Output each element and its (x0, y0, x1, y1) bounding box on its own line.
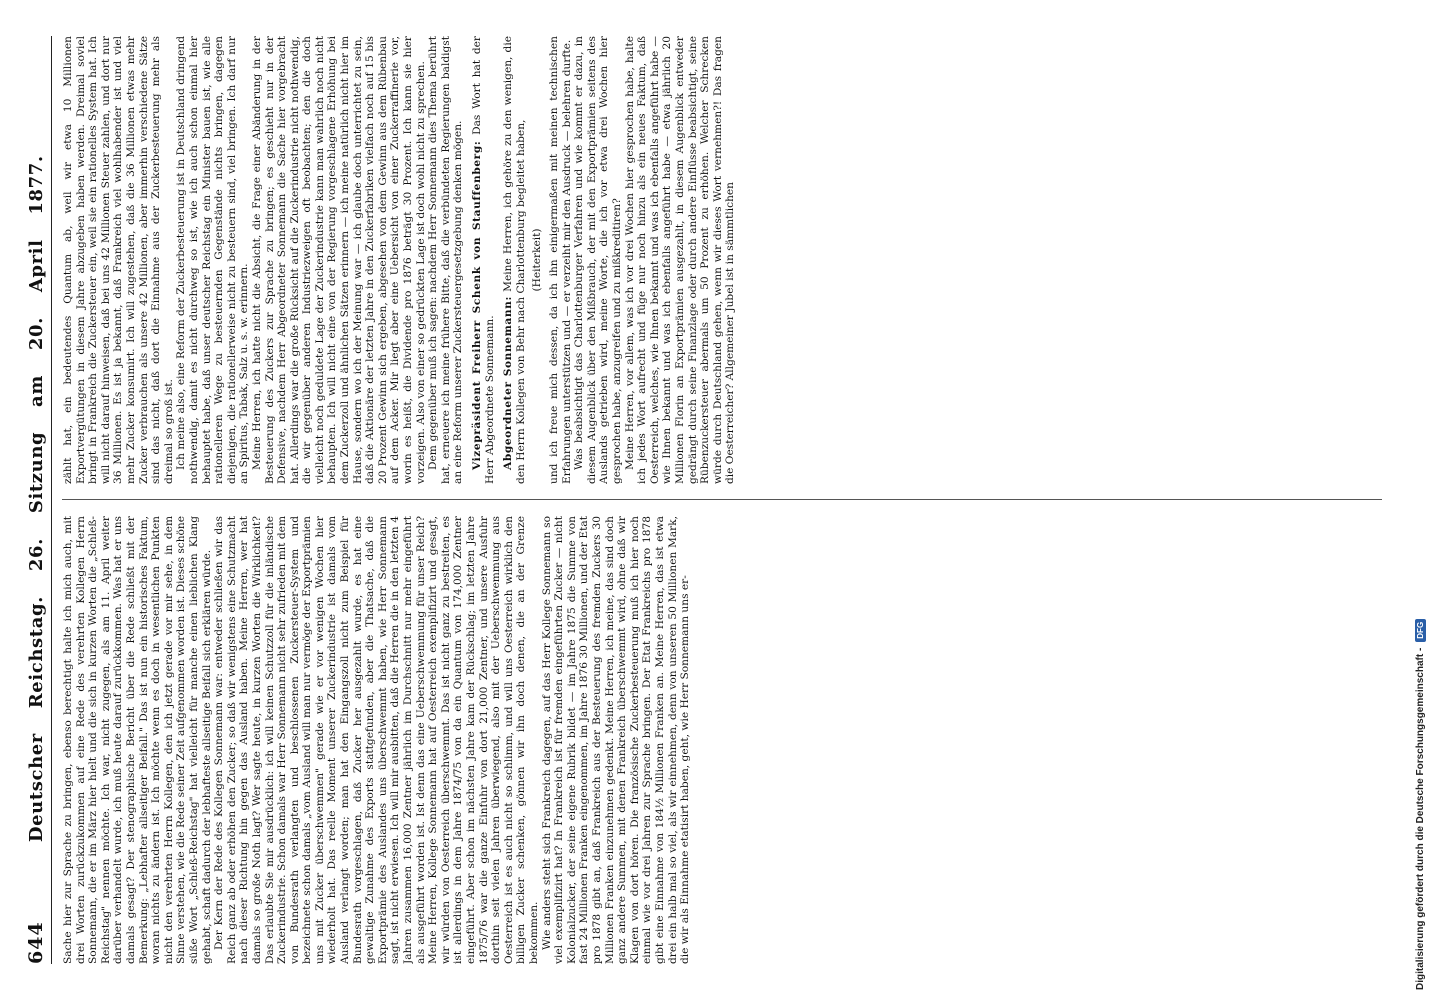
speaker-name-vizepraesident: Vizepräsident Freiherr Schenk von Stauffenberg: (471, 140, 483, 470)
left-paragraph: Sache hier zur Sprache zu bringen, ebenso berechtigt halte ich mich auch, mit drei Worten zurückzukommen auf eine Rede des verehrten Kollegen Herrn Sonnemann, die er im März hier hielt und die sich in kurzen Worten die „Schleß-Reichstag" nennen möchte. Ich war, nicht zugegen, als am 11. April weiter darüber verhandelt wurde, ich muß heute darauf zurückkommen. Was hat er uns damals gesagt? Der stenographische Bericht über die Rede schließt mit der Bemerkung: „Lebhafter allseitiger Beifall." Das ist nun ein historisches Faktum, woran nichts zu ändern ist. Ich möchte wenn es doch in wesentlichen Punkten nicht den verehrten Herrn Kollegen, den ich jetzt gerade vor mir sehe, in dem Sinne verstehen, wie die Rede seiner Zeit aufgenommen worden ist. Dieses schöne süße Wort „Schleß-Reichstag" hat vielleicht für manche einen lieblichen Klang gehabt, schaft dadurch der lebhafteste allseitige Beifall sich erklären würde. (62, 516, 213, 964)
column-divider (62, 500, 1382, 501)
left-column (62, 516, 1382, 964)
speaker-text-vizepraesident: Das Wort hat der Herr Abgeordnete Sonnemann. (471, 36, 496, 484)
right-paragraph: Ich meine also, eine Reform der Zuckerbesteuerung ist in Deutschland dringend nothwendig, damit es nicht durchweg so ist, wie ich auch schon einmal hier behauptet habe, daß unser deutscher Reichstag ein Minister bauen ist, wie alle rationelleren Wege zu besteuernden Gegenstände nichts bringen, dagegen diejenigen, die rationellerweise nicht zu besteuern sind, viel bringen. Ich darf nur an Spiritus, Tabak, Salz u. s. w. erinnern. (175, 36, 251, 484)
running-title: Deutscher Reichstag. 26. Sitzung am 20. April 1877. (26, 155, 47, 843)
page-header (18, 36, 52, 964)
page-number: 644 (25, 921, 47, 964)
text-columns (62, 36, 1382, 964)
side-credit (1410, 0, 1430, 1000)
right-column (62, 36, 1382, 484)
page-inner (18, 36, 1388, 964)
speaker-text-sonnemann: Meine Herren, ich gehöre zu den wenigen, die den Herrn Kollegen von Behr nach Charlottenburg begleitet haben, (502, 36, 527, 484)
right-paragraph: zählt hat, ein bedeutendes Quantum ab, weil wir etwa 10 Millionen Exportvergütungen in diesem Jahre abzugeben haben werden. Dreimal soviel bringt in Frankreich die Zuckersteuer ein, weil sie ein rationelles System hat. Ich will nicht darauf hinweisen, daß bei uns 42 Millionen Steuer zahlen, und dort nur 36 Millionen. Es ist ja bekannt, daß Frankreich viel wohlhabender ist und viel mehr Zucker konsumirt. Ich will zugestehen, daß die 36 Millionen etwas mehr Zucker verbrauchen als unsere 42 Millionen, aber immerhin verschiedene Sätze sind das nicht, daß dort die Einnahme aus der Zuckerbesteuerung mehr als dreimal so groß ist. (62, 36, 175, 484)
right-paragraph: und ich freue mich dessen, da ich ihn einigermaßen mit meinen technischen Erfahrungen unterstützen und — er verzeiht mir den Ausdruck — belehren durfte. (547, 36, 573, 484)
side-credit-inner (1410, 0, 1430, 1000)
speaker-name-sonnemann: Abgeordneter Sonnemann: (502, 296, 515, 470)
interjection: (Heiterkeit) (531, 228, 544, 292)
left-paragraph: Der Kern der Rede des Kollegen Sonnemann war: entweder schließen wir das Reich ganz ab oder erhöhen den Zucker; so daß wir wenigstens eine Schutzmacht nach dieser Richtung hin gegen das Ausland haben. Meine Herren, wer hat damals so große Noth lagt? Wer sagte heute, in kurzen Worten die Wirklichkeit? Das erlaubte Sie mir ausdrücklich: ich will keinen Schutzzoll für die inländische Zuckerindustrie. Schon damals war Herr Sonnemann nicht sehr zufrieden mit dem von Bundesrath verlangten und beschlossenen Zuckersteuer-System und bezeichnete schon damals „vom Ausland will man nur vermöge der Exportprämien uns mit Zucker überschwemmen" gerade wie er vor wenigen Wochen hier wiederholt hat. Das reelle Moment unserer Zuckerindustrie ist damals vom Ausland verlangt worden; man hat den Eingangszoll nicht zum Beispiel für Bundesrath vorgeschlagen, daß Zucker her ausgezahlt wurde, es hat eine gewaltige Zunahme des Exports stattgefunden, aber die Thatsache, daß die Exportprämie des Auslandes uns überschwemmt haben, wie Herr Sonnemann sagt, ist nicht erwiesen. Ich will mir ausbitten, daß die Herren die in den letzten 4 Jahren zusammen 16,000 Zentner jährlich im Durchschnitt nur mehr eingeführt als ausgeführt worden ist. Ist denn das eine Ueberschwemmung für unser Reich? Meine Herren, Kollege Sonnemann hat auf Oesterreich exemplifizirt und gesagt, wir würden von Oesterreich überschwemmt. Das ist nicht ganz zu bestreiten, es ist allerdings in dem Jahre 1874/75 von da ein Quantum von 174,000 Zentner eingeführt. Aber schon im nächsten Jahre kam der Rückschlag; im letzten Jahre 1875/76 war die ganze Einfuhr von dort 21,000 Zentner, und unsere Ausfuhr dorthin seit vielen Jahren überwiegend, also mit der Ueberschwemmung aus Oesterreich ist es auch nicht so schlimm, und will uns Oesterreich wirklich den billigen Zucker schenken, gönnen wir ihn doch denen, die an der Grenze bekommen. (213, 516, 540, 964)
side-credit-text: Digitalisierung gefördert durch die Deutsche Forschungsgemeinschaft - (1414, 647, 1426, 990)
right-paragraph: Dem gegenüber muß ich sagen: nachdem Herr Sonnemann dies Thema berührt hat, erneuere ich meine frühere Bitte, daß die verbündeten Regierungen baldigst an eine Reform unserer Zuckersteuergesetzgebung denken mögen. (427, 36, 465, 484)
speaker-paragraph-vizepraesident (471, 36, 496, 484)
right-paragraph: Meine Herren, ich hatte nicht die Absicht, die Frage einer Abänderung in der Besteuerung des Zuckers zur Sprache zu bringen; es geschieht nur in der Defensive, nachdem Herr Abgeordneter Sonnemann die Sache hier vorgebracht hat. Allerdings war die große Rücksicht auf die Zuckerindustrie nicht nothwendig, die wir gegenüber anderen Industriezweigen oft beobachten; den die doch vielleicht noch geduldete Lage der Zuckerindustrie kann man wahrlich noch nicht behaupten. Ich will nicht eine von der Regierung vorgeschlagene Erhöhung bei dem Zuckerzoll und ähnlichen Sätzen erinnern — ich meine natürlich nicht hier im Hause, sondern wo ich der Meinung war — ich glaube doch unterrichtet zu sein, daß die Aktionäre der letzten Jahre in den Zuckerfabriken vielfach noch auf 15 bis 20 Prozent Gewinn sich ergeben, abgesehen von dem Gewinn aus dem Rübenbau auf dem Acker. Mir liegt aber eine Uebersicht von einer Zuckerraffinerie vor, worin es heißt, die Dividende pro 1876 beträgt 30 Prozent. Ich kann sie hier vorzeigen. Also von einer so gedrückten Lage ist doch wohl nicht zu sprechen. (250, 36, 427, 484)
right-paragraph: Meine Herren, vor allem, was ich vor drei Wochen hier gesprochen habe, halte ich jedes Wort aufrecht und füge nur noch hinzu als ein neues Faktum, daß Oesterreich, welches, wie Ihnen bekannt und was ich ebenfalls angeführt habe — wie Ihnen bekannt und was ich ebenfalls angeführt habe — etwa jährlich 20 Millionen Florin an Exportprämien ausgezahlt, in diesem Augenblick entweder gedrängt durch seine Finanzlage oder durch andere Einflüsse beabsichtigt, seine Rübenzuckersteuer abermals um 50 Prozent zu erhöhen. Welcher Schrecken würde durch Deutschland gehen, wenn wir dieses Wort vernehmen?! Das fragen die Oesterreicher? Allgemeiner Jubel ist in sämmtlichen (623, 36, 737, 484)
dfg-logo: DFG (1415, 619, 1426, 642)
speaker-paragraph-sonnemann (502, 36, 527, 484)
left-paragraph: Wie anders steht sich Frankreich dagegen, auf das Herr Kollege Sonnemann so viel exemplifizirt hat? In Frankreich ist für fremden eingeführten Zucker — nicht Kolonialzucker, der seine eigene Rubrik bildet — im Jahre 1875 die Summe von fast 24 Millionen Franken eingenommen, im Jahre 1876 30 Millionen, und der Etat pro 1878 gibt an, daß Frankreich aus der Besteuerung des fremden Zuckers 30 Millionen Franken einzunehmen gedenkt. Meine Herren, ich meine, das sind doch ganz andere Summen, mit denen Frankreich überschwemmt wird, ohne daß wir Klagen von dort hören. Die französische Zuckerbesteuerung muß ich hier noch einmal wie vor drei Jahren zur Sprache bringen. Der Etat Frankreichs pro 1878 gibt eine Einnahme von 184½ Millionen Franken an. Meine Herren, das ist etwa drei ein halb mal so viel, als wir einnehmen, denn von unseren 50 Millionen Mark, die wir als Einnahme etatisirt haben, geht, wie Herr Sonnemann uns er- (540, 516, 692, 964)
right-paragraph: Was beabsichtigt das Charlottenburger Verfahren und wie kommt er dazu, in diesem Augenblick über den Mißbrauch, der mit den Exportprämien seitens des Auslands getrieben wird, meine Worte, die ich vor etwa drei Wochen hier gesprochen habe, anzugreifen und zu mißkreditiren? (573, 36, 623, 484)
